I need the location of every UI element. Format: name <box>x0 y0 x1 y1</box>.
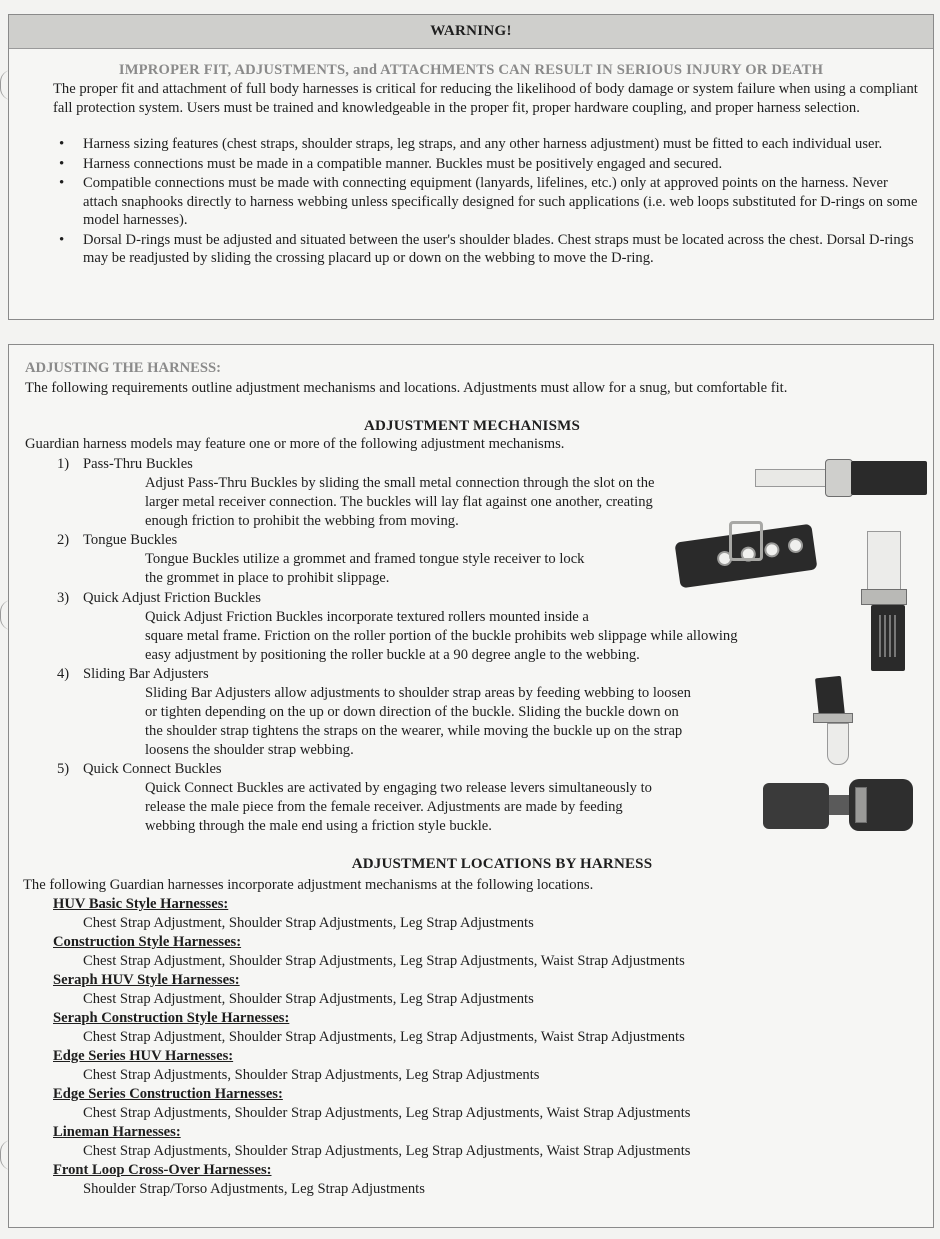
mechanism-description <box>145 684 825 760</box>
harness-name: HUV Basic Style Harnesses: <box>53 896 229 912</box>
description-line: or tighten depending on the up or down direction of the buckle. Sliding the buckle down on <box>145 704 679 720</box>
mechanism-description <box>145 779 825 836</box>
warning-bullet: • Compatible connections must be made with connecting equipment (lanyards, lifelines, etc.) only at approved points on the harness. Never attach snaphooks directly to harness webbing unless specifically designed for such applications (i.e. web loops substituted for D-rings on some model harnesses). <box>53 174 919 230</box>
warning-title: WARNING! <box>9 15 933 49</box>
harness-adjustments: Shoulder Strap/Torso Adjustments, Leg Strap Adjustments <box>83 1181 425 1197</box>
description-line: Tongue Buckles utilize a grommet and framed tongue style receiver to lock <box>145 551 585 567</box>
quick-connect-buckle-image <box>763 777 915 835</box>
harness-adjustments: Chest Strap Adjustment, Shoulder Strap Adjustments, Leg Strap Adjustments, Waist Strap Adjustments <box>83 953 685 969</box>
description-line: Quick Connect Buckles are activated by engaging two release levers simultaneously to <box>145 780 652 796</box>
description-line: Quick Adjust Friction Buckles incorporate textured rollers mounted inside a <box>145 609 589 625</box>
warning-bullet: • Harness connections must be made in a compatible manner. Buckles must be positively engaged and secured. <box>53 155 919 174</box>
mechanism-description <box>145 474 825 531</box>
adjusting-intro: The following requirements outline adjustment mechanisms and locations. Adjustments must allow for a snug, but comfortable fit. <box>25 380 788 396</box>
harness-adjustments: Chest Strap Adjustment, Shoulder Strap Adjustments, Leg Strap Adjustments <box>83 991 534 1007</box>
harness-name: Seraph HUV Style Harnesses: <box>53 972 240 988</box>
harness-adjustments: Chest Strap Adjustment, Shoulder Strap Adjustments, Leg Strap Adjustments <box>83 915 534 931</box>
mechanism-item <box>57 760 222 779</box>
mechanism-name: Quick Connect Buckles <box>83 761 222 777</box>
warning-intro: The proper fit and attachment of full body harnesses is critical for reducing the likelihood of body damage or system failure when using a compliant fall protection system. Users must be trained and knowledgeable in the proper fit, proper hardware coupling, and proper harness selection. <box>53 81 918 116</box>
description-line: enough friction to prohibit the webbing from moving. <box>145 513 459 529</box>
mechanism-name: Pass-Thru Buckles <box>83 456 193 472</box>
mechanism-number: 1) <box>57 456 70 472</box>
description-line: easy adjustment by positioning the roller buckle at a 90 degree angle to the webbing. <box>145 647 640 663</box>
description-line: the grommet in place to prohibit slippage. <box>145 570 390 586</box>
harness-name: Edge Series Construction Harnesses: <box>53 1086 283 1102</box>
pass-thru-buckle-image <box>755 455 927 511</box>
warning-subtitle: IMPROPER FIT, ADJUSTMENTS, and ATTACHMENTS CAN RESULT IN SERIOUS INJURY OR DEATH <box>118 62 824 78</box>
mechanism-item <box>57 455 193 474</box>
harness-adjustments: Chest Strap Adjustment, Shoulder Strap Adjustments, Leg Strap Adjustments, Waist Strap Adjustments <box>83 1029 685 1045</box>
mechanisms-title: ADJUSTMENT MECHANISMS <box>363 418 581 434</box>
mechanism-item <box>57 531 177 550</box>
description-line: larger metal receiver connection. The buckles will lay flat against one another, creating <box>145 494 653 510</box>
mechanism-number: 3) <box>57 590 70 606</box>
harness-name: Edge Series HUV Harnesses: <box>53 1048 234 1064</box>
warning-box <box>8 14 934 320</box>
locations-intro: The following Guardian harnesses incorporate adjustment mechanisms at the following locations. <box>23 877 594 893</box>
mechanism-description <box>145 608 825 665</box>
adjusting-box <box>8 344 934 1228</box>
warning-bullet-list <box>53 135 919 268</box>
harness-name: Lineman Harnesses: <box>53 1124 181 1140</box>
harness-name: Front Loop Cross-Over Harnesses: <box>53 1162 272 1178</box>
mechanisms-intro: Guardian harness models may feature one or more of the following adjustment mechanisms. <box>25 436 565 452</box>
description-line: Adjust Pass-Thru Buckles by sliding the small metal connection through the slot on the <box>145 475 655 491</box>
tongue-buckle-image <box>677 525 815 587</box>
description-line: Sliding Bar Adjusters allow adjustments to shoulder strap areas by feeding webbing to loosen <box>145 685 691 701</box>
harness-name: Construction Style Harnesses: <box>53 934 242 950</box>
friction-buckle-image <box>861 531 921 671</box>
description-line: square metal frame. Friction on the roller portion of the buckle prohibits web slippage while allowing <box>145 628 738 644</box>
description-line: loosens the shoulder strap webbing. <box>145 742 354 758</box>
harness-name: Seraph Construction Style Harnesses: <box>53 1010 290 1026</box>
description-line: the shoulder strap tightens the straps on the wearer, while moving the buckle up on the strap <box>145 723 683 739</box>
mechanism-name: Sliding Bar Adjusters <box>83 666 209 682</box>
mechanism-item <box>57 589 261 608</box>
mechanism-number: 2) <box>57 532 70 548</box>
sliding-bar-adjuster-image <box>813 677 873 767</box>
mechanism-name: Tongue Buckles <box>83 532 178 548</box>
adjusting-heading: ADJUSTING THE HARNESS: <box>25 360 221 376</box>
description-line: release the male piece from the female receiver. Adjustments are made by feeding <box>145 799 623 815</box>
mechanism-number: 5) <box>57 761 70 777</box>
harness-adjustments: Chest Strap Adjustments, Shoulder Strap Adjustments, Leg Strap Adjustments <box>83 1067 540 1083</box>
warning-bullet: • Dorsal D-rings must be adjusted and situated between the user's shoulder blades. Chest straps must be located across the chest. Dorsal D-rings may be readjusted by sliding the crossing placard up or down on the webbing to move the D-ring. <box>53 231 919 268</box>
harness-adjustments: Chest Strap Adjustments, Shoulder Strap Adjustments, Leg Strap Adjustments, Waist Strap Adjustments <box>83 1105 691 1121</box>
description-line: webbing through the male end using a friction style buckle. <box>145 818 492 834</box>
harness-adjustments: Chest Strap Adjustments, Shoulder Strap Adjustments, Leg Strap Adjustments, Waist Strap Adjustments <box>83 1143 691 1159</box>
mechanism-item <box>57 665 209 684</box>
mechanism-number: 4) <box>57 666 70 682</box>
warning-bullet: • Harness sizing features (chest straps, shoulder straps, leg straps, and any other harness adjustment) must be fitted to each individual user. <box>53 135 919 154</box>
mechanism-name: Quick Adjust Friction Buckles <box>83 590 261 606</box>
locations-title: ADJUSTMENT LOCATIONS BY HARNESS <box>351 856 653 872</box>
